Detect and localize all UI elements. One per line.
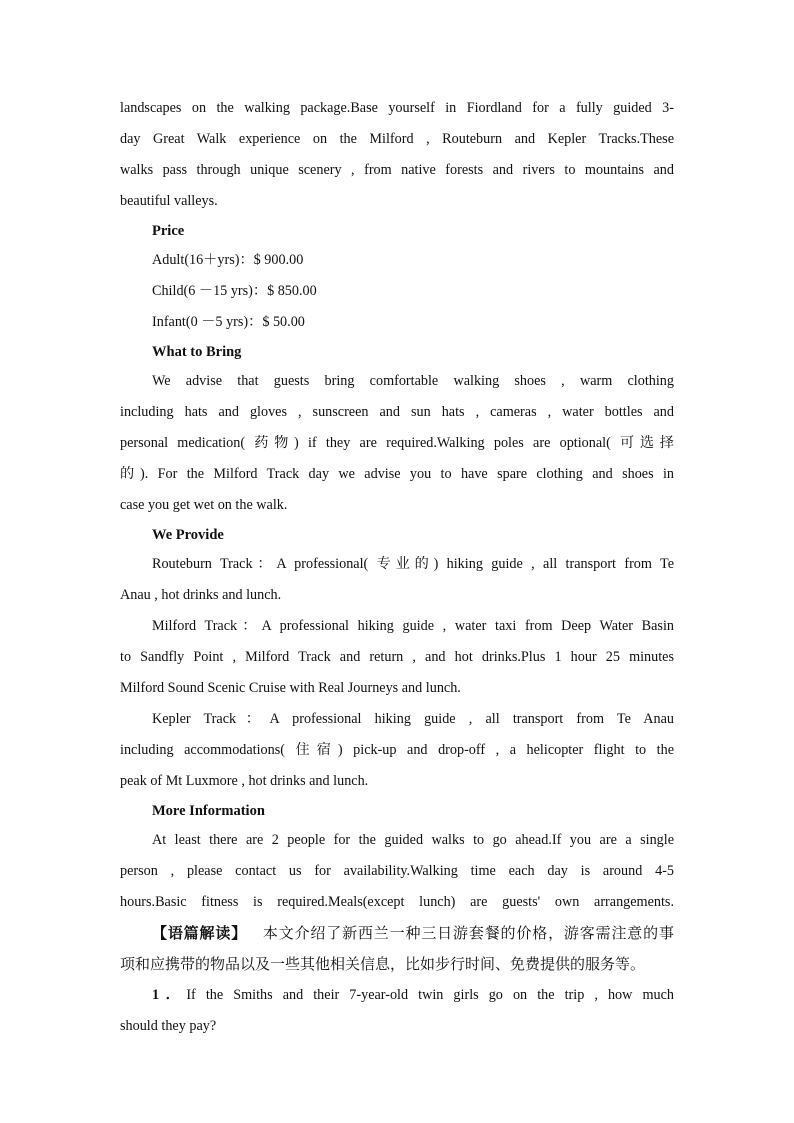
analysis-text: 本文介绍了新西兰一种三日游套餐的价格，游客需注意的事: [262, 924, 674, 942]
bring-line: case you get wet on the walk.: [120, 497, 288, 513]
document-page: [120, 93, 674, 1042]
price-item-child: Child(6 －15 yrs)：$ 850.00: [152, 283, 317, 299]
bring-line: personal medication( 药物) if they are required.Walking poles are optional( 可选择: [120, 435, 674, 451]
analysis-line: [120, 918, 674, 949]
analysis-line: 项和应携带的物品以及一些其他相关信息，比如步行时间、免费提供的服务等。: [120, 955, 646, 973]
provide-heading: We Provide: [152, 527, 224, 543]
more-paragraph: [120, 825, 674, 918]
more-heading: More Information: [152, 803, 265, 819]
provide-kepler: [120, 704, 674, 797]
question-1: [120, 980, 674, 1042]
intro-line: landscapes on the walking package.Base yourself in Fiordland for a fully guided 3-: [120, 100, 674, 116]
milford-line: to Sandfly Point , Milford Track and return , and hot drinks.Plus 1 hour 25 minutes: [120, 649, 674, 665]
more-line: hours.Basic fitness is required.Meals(except lunch) are guests' own arrangements.: [120, 894, 674, 910]
routeburn-line: Routeburn Track：A professional( 专业的) hiking guide , all transport from Te: [152, 556, 674, 572]
kepler-line: including accommodations( 住宿) pick-up and drop-off , a helicopter flight to the: [120, 742, 674, 758]
price-item-infant: Infant(0 －5 yrs)：$ 50.00: [152, 314, 305, 330]
bring-heading: What to Bring: [152, 344, 242, 360]
price-item-adult: Adult(16＋yrs)：$ 900.00: [152, 252, 304, 268]
question-line: [120, 980, 674, 1011]
kepler-line: peak of Mt Luxmore , hot drinks and lunch.: [120, 773, 369, 789]
milford-line: Milford Track：A professional hiking guide , water taxi from Deep Water Basin: [152, 618, 674, 634]
question-line: should they pay?: [120, 1018, 217, 1034]
bring-line: 的). For the Milford Track day we advise you to have spare clothing and shoes in: [120, 466, 674, 482]
intro-paragraph: [120, 93, 674, 217]
price-list: [120, 245, 674, 338]
price-heading: Price: [152, 223, 185, 239]
intro-line: day Great Walk experience on the Milford , Routeburn and Kepler Tracks.These: [120, 131, 674, 147]
milford-line: Milford Sound Scenic Cruise with Real Journeys and lunch.: [120, 680, 461, 696]
kepler-line: Kepler Track：A professional hiking guide , all transport from Te Anau: [152, 711, 674, 727]
more-line: person , please contact us for availability.Walking time each day is around 4-5: [120, 863, 674, 879]
intro-line: beautiful valleys.: [120, 193, 218, 209]
analysis-label: 【语篇解读】: [152, 924, 248, 942]
intro-line: walks pass through unique scenery , from native forests and rivers to mountains and: [120, 162, 674, 178]
provide-routeburn: [120, 549, 674, 611]
analysis-paragraph: [120, 918, 674, 980]
question-number: 1．: [152, 987, 187, 1003]
question-text: If the Smiths and their 7-year-old twin girls go on the trip , how much: [186, 987, 674, 1003]
bring-paragraph: [120, 366, 674, 521]
more-line: At least there are 2 people for the guided walks to go ahead.If you are a single: [152, 832, 674, 848]
routeburn-line: Anau , hot drinks and lunch.: [120, 587, 282, 603]
provide-milford: [120, 611, 674, 704]
bring-line: We advise that guests bring comfortable walking shoes , warm clothing: [152, 373, 674, 389]
bring-line: including hats and gloves , sunscreen and sun hats , cameras , water bottles and: [120, 404, 674, 420]
